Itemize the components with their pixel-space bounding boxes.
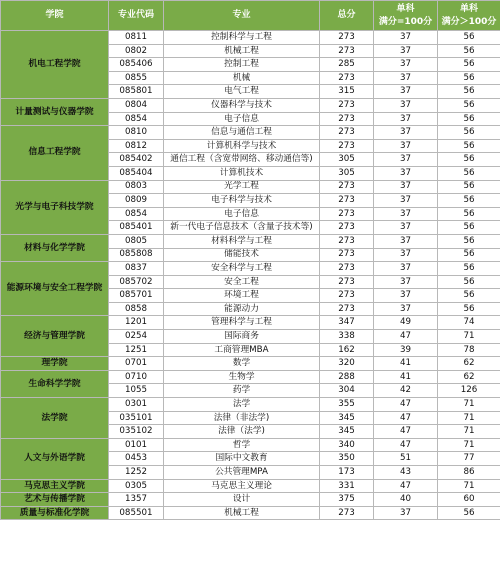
major-code-cell: 0805 (109, 234, 164, 248)
single-100-cell: 41 (374, 357, 438, 371)
major-code-cell: 0101 (109, 438, 164, 452)
table-row (1, 262, 500, 276)
total-score-cell: 273 (320, 139, 374, 153)
single-100-cell: 37 (374, 31, 438, 45)
major-name-cell: 国际商务 (164, 330, 320, 344)
total-score-cell: 162 (320, 343, 374, 357)
single-100-cell: 37 (374, 262, 438, 276)
single-gt100-cell: 56 (438, 126, 500, 140)
single-gt100-cell: 56 (438, 207, 500, 221)
major-name-cell: 国际中文教育 (164, 452, 320, 466)
single-100-cell: 43 (374, 466, 438, 480)
total-score-cell: 285 (320, 58, 374, 72)
major-name-cell: 信息与通信工程 (164, 126, 320, 140)
major-name-cell: 哲学 (164, 438, 320, 452)
table-row (1, 506, 500, 520)
major-code-cell: 085702 (109, 275, 164, 289)
major-name-cell: 仪器科学与技术 (164, 98, 320, 112)
total-score-cell: 273 (320, 126, 374, 140)
single-100-cell: 37 (374, 85, 438, 99)
single-gt100-cell: 56 (438, 234, 500, 248)
single-gt100-cell: 56 (438, 112, 500, 126)
single-gt100-cell: 62 (438, 357, 500, 371)
single-100-cell: 37 (374, 234, 438, 248)
major-name-cell: 法律（非法学) (164, 411, 320, 425)
single-gt100-cell: 77 (438, 452, 500, 466)
major-name-cell: 马克思主义理论 (164, 479, 320, 493)
single-100-cell: 37 (374, 153, 438, 167)
total-score-cell: 273 (320, 302, 374, 316)
total-score-cell: 273 (320, 234, 374, 248)
single-100-cell: 47 (374, 479, 438, 493)
major-name-cell: 设计 (164, 493, 320, 507)
total-score-cell: 345 (320, 425, 374, 439)
total-score-cell: 273 (320, 112, 374, 126)
major-name-cell: 电子信息 (164, 207, 320, 221)
single-gt100-cell: 56 (438, 139, 500, 153)
single-gt100-cell: 56 (438, 180, 500, 194)
major-code-cell: 0810 (109, 126, 164, 140)
single-100-cell: 47 (374, 411, 438, 425)
major-code-cell: 0809 (109, 194, 164, 208)
major-code-cell: 0803 (109, 180, 164, 194)
single-100-cell: 37 (374, 166, 438, 180)
single-gt100-cell: 86 (438, 466, 500, 480)
header-single-100-line2: 满分=100分 (378, 16, 433, 27)
major-name-cell: 生物学 (164, 370, 320, 384)
single-gt100-cell: 71 (438, 438, 500, 452)
header-major: 专业 (164, 1, 320, 31)
total-score-cell: 273 (320, 194, 374, 208)
single-gt100-cell: 71 (438, 479, 500, 493)
single-100-cell: 47 (374, 330, 438, 344)
single-gt100-cell: 56 (438, 166, 500, 180)
single-100-cell: 37 (374, 139, 438, 153)
single-gt100-cell: 71 (438, 411, 500, 425)
total-score-cell: 273 (320, 262, 374, 276)
major-code-cell: 085404 (109, 166, 164, 180)
major-name-cell: 机械 (164, 71, 320, 85)
major-name-cell: 储能技术 (164, 248, 320, 262)
major-code-cell: 085808 (109, 248, 164, 262)
single-gt100-cell: 71 (438, 398, 500, 412)
major-code-cell: 085402 (109, 153, 164, 167)
single-100-cell: 42 (374, 384, 438, 398)
single-gt100-cell: 56 (438, 153, 500, 167)
total-score-cell: 273 (320, 506, 374, 520)
total-score-cell: 273 (320, 98, 374, 112)
header-single-gt100-line1: 单科 (459, 3, 478, 14)
college-cell: 人文与外语学院 (1, 438, 109, 479)
total-score-cell: 340 (320, 438, 374, 452)
college-cell: 能源环境与安全工程学院 (1, 262, 109, 316)
major-name-cell: 公共管理MPA (164, 466, 320, 480)
total-score-cell: 273 (320, 71, 374, 85)
single-100-cell: 40 (374, 493, 438, 507)
major-code-cell: 1251 (109, 343, 164, 357)
major-code-cell: 085406 (109, 58, 164, 72)
major-name-cell: 电气工程 (164, 85, 320, 99)
single-gt100-cell: 56 (438, 262, 500, 276)
major-code-cell: 0804 (109, 98, 164, 112)
major-name-cell: 控制工程 (164, 58, 320, 72)
major-name-cell: 数学 (164, 357, 320, 371)
major-code-cell: 085801 (109, 85, 164, 99)
single-100-cell: 49 (374, 316, 438, 330)
total-score-cell: 273 (320, 180, 374, 194)
table-row (1, 438, 500, 452)
single-100-cell: 51 (374, 452, 438, 466)
total-score-cell: 273 (320, 275, 374, 289)
single-100-cell: 37 (374, 58, 438, 72)
single-gt100-cell: 56 (438, 302, 500, 316)
total-score-cell: 305 (320, 153, 374, 167)
total-score-cell: 315 (320, 85, 374, 99)
major-code-cell: 1252 (109, 466, 164, 480)
total-score-cell: 350 (320, 452, 374, 466)
single-100-cell: 37 (374, 221, 438, 235)
major-code-cell: 0301 (109, 398, 164, 412)
header-total: 总分 (320, 1, 374, 31)
single-100-cell: 37 (374, 98, 438, 112)
single-100-cell: 39 (374, 343, 438, 357)
single-gt100-cell: 56 (438, 58, 500, 72)
single-gt100-cell: 56 (438, 71, 500, 85)
college-cell: 材料与化学学院 (1, 234, 109, 261)
college-cell: 光学与电子科技学院 (1, 180, 109, 234)
single-100-cell: 37 (374, 506, 438, 520)
single-gt100-cell: 56 (438, 85, 500, 99)
major-name-cell: 通信工程（含宽带网络、移动通信等) (164, 153, 320, 167)
major-name-cell: 药学 (164, 384, 320, 398)
single-gt100-cell: 71 (438, 330, 500, 344)
single-100-cell: 37 (374, 126, 438, 140)
header-single-gt100 (438, 1, 500, 31)
total-score-cell: 355 (320, 398, 374, 412)
header-single-100-line1: 单科 (396, 3, 415, 14)
major-name-cell: 电子信息 (164, 112, 320, 126)
major-name-cell: 控制科学与工程 (164, 31, 320, 45)
total-score-cell: 273 (320, 31, 374, 45)
college-cell: 机电工程学院 (1, 31, 109, 99)
single-100-cell: 37 (374, 207, 438, 221)
college-cell: 理学院 (1, 357, 109, 371)
major-code-cell: 0701 (109, 357, 164, 371)
table-row (1, 370, 500, 384)
major-code-cell: 035101 (109, 411, 164, 425)
table-row (1, 98, 500, 112)
header-single-gt100-line2: 满分＞100分 (441, 16, 497, 27)
single-gt100-cell: 56 (438, 506, 500, 520)
major-code-cell: 085401 (109, 221, 164, 235)
header-single-100 (374, 1, 438, 31)
single-100-cell: 37 (374, 248, 438, 262)
major-name-cell: 电子科学与技术 (164, 194, 320, 208)
single-gt100-cell: 56 (438, 221, 500, 235)
total-score-cell: 320 (320, 357, 374, 371)
total-score-cell: 338 (320, 330, 374, 344)
major-name-cell: 机械工程 (164, 44, 320, 58)
major-code-cell: 1055 (109, 384, 164, 398)
single-100-cell: 47 (374, 425, 438, 439)
table-row (1, 234, 500, 248)
total-score-cell: 331 (320, 479, 374, 493)
college-cell: 信息工程学院 (1, 126, 109, 180)
total-score-cell: 288 (320, 370, 374, 384)
single-100-cell: 37 (374, 71, 438, 85)
college-cell: 艺术与传播学院 (1, 493, 109, 507)
single-gt100-cell: 56 (438, 248, 500, 262)
table-row (1, 493, 500, 507)
major-code-cell: 0811 (109, 31, 164, 45)
major-code-cell: 0837 (109, 262, 164, 276)
single-100-cell: 47 (374, 398, 438, 412)
major-code-cell: 0453 (109, 452, 164, 466)
single-100-cell: 41 (374, 370, 438, 384)
single-100-cell: 37 (374, 44, 438, 58)
major-name-cell: 能源动力 (164, 302, 320, 316)
single-100-cell: 47 (374, 438, 438, 452)
single-gt100-cell: 56 (438, 98, 500, 112)
major-name-cell: 管理科学与工程 (164, 316, 320, 330)
table-row (1, 180, 500, 194)
total-score-cell: 273 (320, 221, 374, 235)
major-code-cell: 035102 (109, 425, 164, 439)
major-name-cell: 法学 (164, 398, 320, 412)
total-score-cell: 173 (320, 466, 374, 480)
table-row (1, 398, 500, 412)
major-code-cell: 0802 (109, 44, 164, 58)
total-score-cell: 304 (320, 384, 374, 398)
major-name-cell: 环境工程 (164, 289, 320, 303)
single-100-cell: 37 (374, 289, 438, 303)
table-header (1, 1, 500, 31)
header-college: 学院 (1, 1, 109, 31)
major-code-cell: 0854 (109, 112, 164, 126)
single-gt100-cell: 56 (438, 31, 500, 45)
total-score-cell: 347 (320, 316, 374, 330)
major-code-cell: 1357 (109, 493, 164, 507)
table-row (1, 479, 500, 493)
major-code-cell: 1201 (109, 316, 164, 330)
major-code-cell: 0710 (109, 370, 164, 384)
table-row (1, 31, 500, 45)
college-cell: 生命科学学院 (1, 370, 109, 397)
college-cell: 质量与标准化学院 (1, 506, 109, 520)
single-gt100-cell: 56 (438, 194, 500, 208)
major-name-cell: 光学工程 (164, 180, 320, 194)
major-code-cell: 0305 (109, 479, 164, 493)
college-cell: 马克思主义学院 (1, 479, 109, 493)
major-code-cell: 085501 (109, 506, 164, 520)
major-code-cell: 0854 (109, 207, 164, 221)
major-name-cell: 计算机科学与技术 (164, 139, 320, 153)
single-gt100-cell: 62 (438, 370, 500, 384)
header-code: 专业代码 (109, 1, 164, 31)
major-code-cell: 0812 (109, 139, 164, 153)
college-cell: 法学院 (1, 398, 109, 439)
single-gt100-cell: 78 (438, 343, 500, 357)
single-100-cell: 37 (374, 180, 438, 194)
major-name-cell: 材料科学与工程 (164, 234, 320, 248)
single-100-cell: 37 (374, 302, 438, 316)
single-gt100-cell: 56 (438, 275, 500, 289)
total-score-cell: 273 (320, 207, 374, 221)
major-code-cell: 085701 (109, 289, 164, 303)
single-gt100-cell: 56 (438, 44, 500, 58)
table-row (1, 316, 500, 330)
major-name-cell: 工商管理MBA (164, 343, 320, 357)
total-score-cell: 273 (320, 44, 374, 58)
single-gt100-cell: 60 (438, 493, 500, 507)
major-name-cell: 安全科学与工程 (164, 262, 320, 276)
total-score-cell: 345 (320, 411, 374, 425)
total-score-cell: 305 (320, 166, 374, 180)
single-100-cell: 37 (374, 194, 438, 208)
total-score-cell: 375 (320, 493, 374, 507)
table-row (1, 357, 500, 371)
single-gt100-cell: 126 (438, 384, 500, 398)
single-gt100-cell: 56 (438, 289, 500, 303)
major-code-cell: 0858 (109, 302, 164, 316)
total-score-cell: 273 (320, 289, 374, 303)
major-name-cell: 机械工程 (164, 506, 320, 520)
single-100-cell: 37 (374, 275, 438, 289)
college-cell: 经济与管理学院 (1, 316, 109, 357)
major-code-cell: 0254 (109, 330, 164, 344)
table-body (1, 31, 500, 520)
header-row (1, 1, 500, 31)
single-gt100-cell: 71 (438, 425, 500, 439)
table-row (1, 126, 500, 140)
single-100-cell: 37 (374, 112, 438, 126)
major-name-cell: 计算机技术 (164, 166, 320, 180)
single-gt100-cell: 74 (438, 316, 500, 330)
major-name-cell: 法律（法学) (164, 425, 320, 439)
college-cell: 计量测试与仪器学院 (1, 98, 109, 125)
major-name-cell: 新一代电子信息技术（含量子技术等) (164, 221, 320, 235)
total-score-cell: 273 (320, 248, 374, 262)
major-code-cell: 0855 (109, 71, 164, 85)
major-name-cell: 安全工程 (164, 275, 320, 289)
